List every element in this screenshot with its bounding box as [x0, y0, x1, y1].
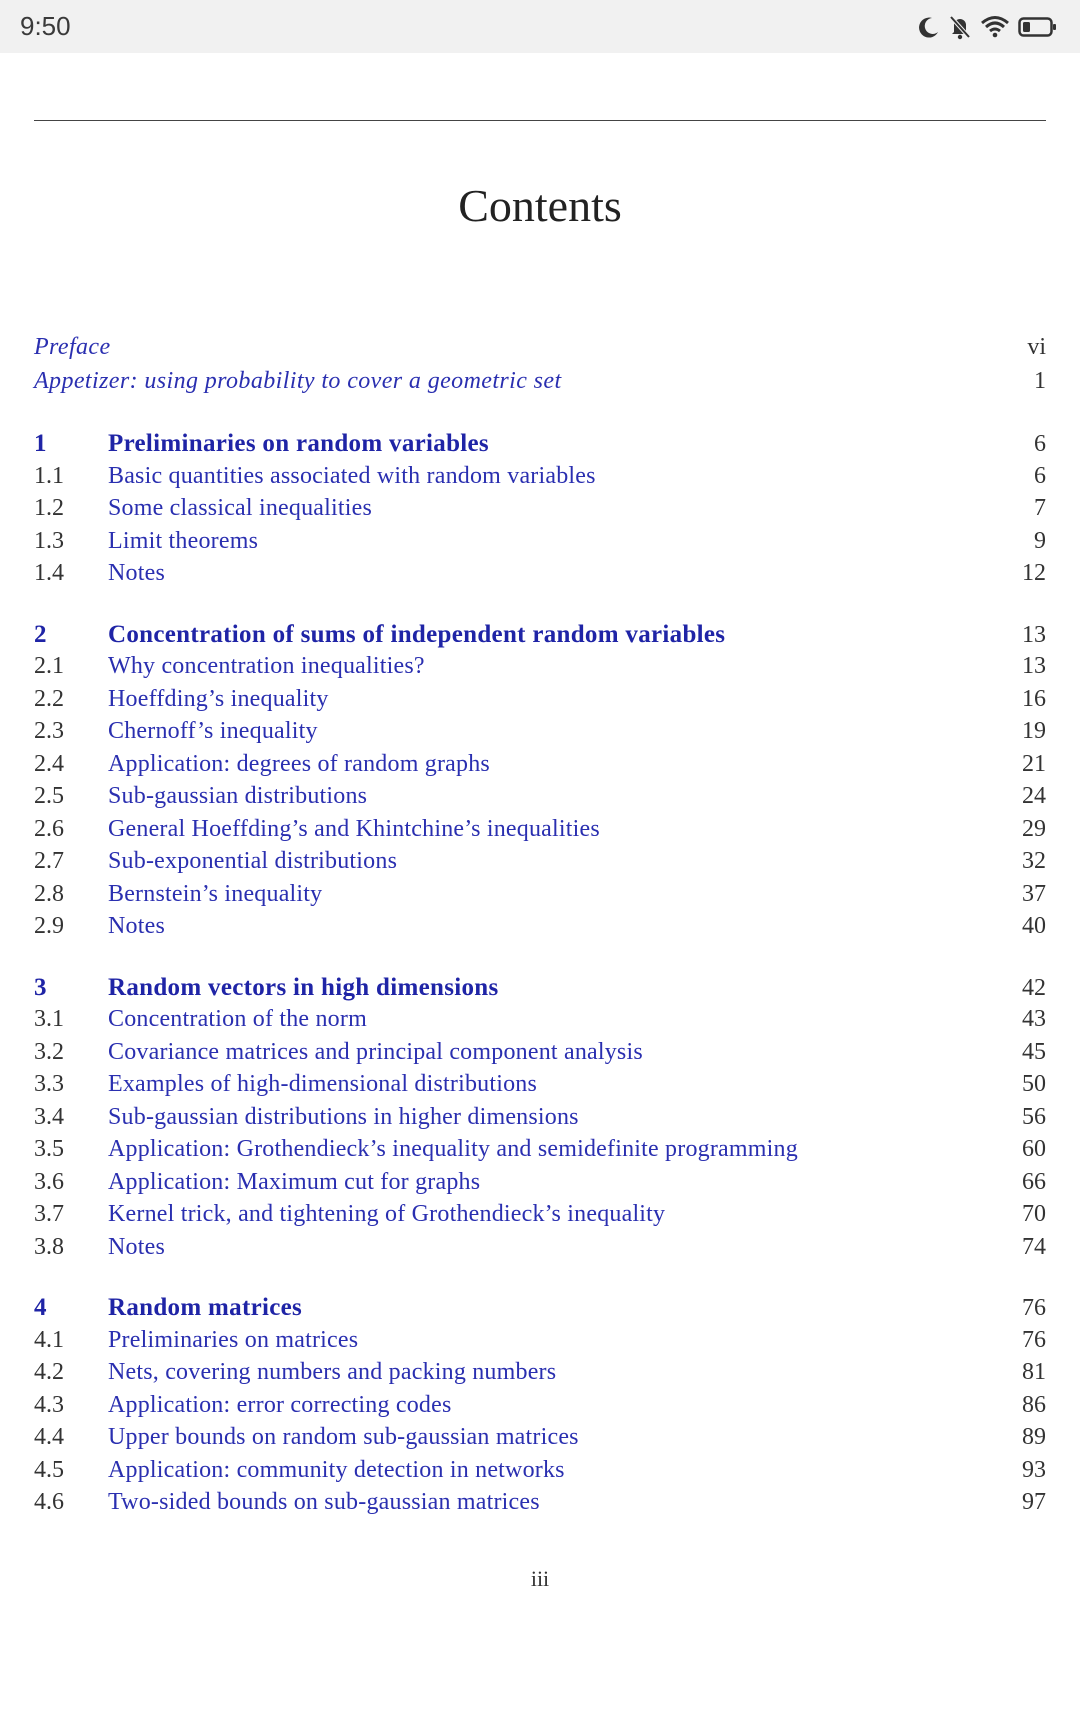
section-title[interactable]: Some classical inequalities — [108, 495, 372, 521]
status-bar — [0, 0, 1080, 53]
section-number: 3.6 — [34, 1168, 64, 1195]
toc-section-row[interactable] — [34, 1489, 1046, 1522]
moon-icon — [918, 15, 940, 39]
front-title[interactable]: Preface — [34, 334, 111, 360]
section-page: 45 — [1022, 1038, 1046, 1065]
toc-section-row[interactable] — [34, 463, 1046, 496]
section-number: 2.2 — [34, 685, 64, 712]
section-title[interactable]: Sub-exponential distributions — [108, 848, 398, 874]
section-title[interactable]: Why concentration inequalities? — [108, 653, 425, 679]
chapter-number: 3 — [34, 973, 47, 1001]
section-page: 16 — [1022, 685, 1046, 712]
front-page: 1 — [1034, 368, 1046, 394]
section-page: 6 — [1034, 462, 1046, 489]
toc-section-row[interactable] — [34, 751, 1046, 784]
chapter-list — [34, 430, 1046, 1522]
section-title[interactable]: Examples of high-dimensional distributions — [108, 1071, 538, 1097]
chapter-block — [34, 1294, 1046, 1522]
toc-section-row[interactable] — [34, 686, 1046, 719]
section-number: 2.6 — [34, 815, 64, 842]
section-title[interactable]: Application: Grothendieck’s inequality and semidefinite programming — [108, 1136, 798, 1162]
section-page: 29 — [1022, 815, 1046, 842]
chapter-title[interactable]: Random matrices — [108, 1294, 303, 1321]
status-time: 9:50 — [20, 11, 71, 41]
section-number: 4.1 — [34, 1326, 64, 1353]
section-title[interactable]: Notes — [108, 560, 165, 586]
section-title[interactable]: Limit theorems — [108, 527, 259, 554]
chapter-block — [34, 430, 1046, 593]
toc-chapter-row[interactable] — [34, 430, 1046, 463]
section-title[interactable]: Application: degrees of random graphs — [108, 750, 490, 777]
toc-section-row[interactable] — [34, 528, 1046, 561]
section-number: 3.4 — [34, 1103, 64, 1130]
toc-section-row[interactable] — [34, 913, 1046, 946]
section-page: 19 — [1022, 718, 1046, 744]
front-title[interactable]: Appetizer: using probability to cover a geometric set — [34, 368, 562, 394]
toc-section-row[interactable] — [34, 1234, 1046, 1267]
section-page: 32 — [1022, 848, 1046, 874]
section-title[interactable]: Concentration of the norm — [108, 1006, 367, 1032]
section-title[interactable]: Sub-gaussian distributions in higher dimensions — [108, 1103, 579, 1130]
section-page: 93 — [1022, 1456, 1046, 1483]
chapter-title[interactable]: Preliminaries on random variables — [108, 430, 489, 457]
section-title[interactable]: Hoeffding’s inequality — [108, 685, 329, 712]
section-number: 3.8 — [34, 1233, 64, 1260]
section-number: 3.7 — [34, 1201, 64, 1227]
toc-chapter-row[interactable] — [34, 1294, 1046, 1327]
section-page: 86 — [1022, 1391, 1046, 1418]
toc-section-row[interactable] — [34, 1071, 1046, 1104]
section-number: 2.7 — [34, 848, 64, 874]
section-title[interactable]: Nets, covering numbers and packing numbers — [108, 1359, 557, 1385]
section-title[interactable]: Application: community detection in networks — [108, 1456, 565, 1483]
section-page: 66 — [1022, 1168, 1046, 1195]
toc-section-row[interactable] — [34, 1359, 1046, 1392]
front-page: vi — [1027, 334, 1046, 360]
section-number: 2.3 — [34, 718, 64, 744]
page-title: Contents — [458, 179, 622, 231]
bell-off-icon — [948, 14, 972, 40]
section-page: 24 — [1022, 783, 1046, 809]
section-title[interactable]: Upper bounds on random sub-gaussian matrices — [108, 1424, 579, 1450]
section-title[interactable]: Kernel trick, and tightening of Grothendieck’s inequality — [108, 1201, 666, 1227]
section-number: 4.5 — [34, 1456, 64, 1483]
section-title[interactable]: Notes — [108, 913, 165, 939]
toc-section-row[interactable] — [34, 560, 1046, 593]
section-number: 1.3 — [34, 527, 64, 554]
toc-section-row[interactable] — [34, 495, 1046, 528]
section-number: 2.5 — [34, 783, 64, 809]
toc-front-appetizer[interactable] — [34, 368, 1046, 402]
chapter-number: 4 — [34, 1294, 47, 1321]
toc-section-row[interactable] — [34, 783, 1046, 816]
status-icons — [918, 12, 1058, 42]
section-page: 37 — [1022, 880, 1046, 907]
section-title[interactable]: Two-sided bounds on sub-gaussian matrices — [108, 1489, 540, 1515]
section-number: 4.6 — [34, 1489, 64, 1515]
section-title[interactable]: Notes — [108, 1233, 165, 1260]
toc-chapter-row[interactable] — [34, 621, 1046, 654]
wifi-icon — [980, 15, 1010, 39]
section-number: 4.2 — [34, 1359, 64, 1385]
chapter-page: 76 — [1022, 1295, 1046, 1321]
section-title[interactable]: Application: Maximum cut for graphs — [108, 1168, 481, 1195]
section-page: 60 — [1022, 1136, 1046, 1162]
section-number: 1.2 — [34, 495, 64, 521]
section-page: 12 — [1022, 560, 1046, 586]
toc-section-row[interactable] — [34, 1136, 1046, 1169]
section-number: 4.3 — [34, 1391, 64, 1418]
toc-section-row[interactable] — [34, 1457, 1046, 1490]
chapter-page: 6 — [1034, 431, 1046, 457]
section-page: 21 — [1022, 750, 1046, 777]
section-page: 70 — [1022, 1201, 1046, 1227]
toc-section-row[interactable] — [34, 1201, 1046, 1234]
chapter-block — [34, 974, 1046, 1267]
section-number: 1.4 — [34, 560, 64, 586]
header-rule — [34, 120, 1046, 121]
battery-icon — [1018, 15, 1058, 39]
section-number: 3.2 — [34, 1038, 64, 1065]
section-page: 97 — [1022, 1489, 1046, 1515]
toc-section-row[interactable] — [34, 1104, 1046, 1137]
section-page: 43 — [1022, 1006, 1046, 1032]
chapter-page: 42 — [1022, 974, 1046, 1001]
toc-section-row[interactable] — [34, 718, 1046, 751]
section-title[interactable]: Bernstein’s inequality — [108, 880, 323, 907]
section-number: 3.1 — [34, 1006, 64, 1032]
section-title[interactable]: Sub-gaussian distributions — [108, 783, 368, 809]
section-number: 2.1 — [34, 653, 64, 679]
section-page: 56 — [1022, 1103, 1046, 1130]
toc-section-row[interactable] — [34, 1392, 1046, 1425]
section-title[interactable]: Chernoff’s inequality — [108, 718, 318, 744]
chapter-title[interactable]: Random vectors in high dimensions — [108, 973, 499, 1001]
section-page: 13 — [1022, 653, 1046, 679]
toc-section-row[interactable] — [34, 816, 1046, 849]
toc-section-row[interactable] — [34, 1039, 1046, 1072]
section-page: 76 — [1022, 1326, 1046, 1353]
toc-section-row[interactable] — [34, 1327, 1046, 1360]
section-page: 74 — [1022, 1233, 1046, 1260]
section-page: 7 — [1034, 495, 1046, 521]
toc-section-row[interactable] — [34, 1006, 1046, 1039]
section-number: 2.9 — [34, 913, 64, 939]
chapter-title[interactable]: Concentration of sums of independent random variables — [108, 620, 726, 648]
section-title[interactable]: Covariance matrices and principal component analysis — [108, 1038, 643, 1065]
toc-chapter-row[interactable] — [34, 974, 1046, 1007]
chapter-block — [34, 621, 1046, 946]
toc-section-row[interactable] — [34, 1169, 1046, 1202]
section-title[interactable]: Application: error correcting codes — [108, 1391, 452, 1418]
section-title[interactable]: General Hoeffding’s and Khintchine’s inequalities — [108, 815, 600, 842]
section-page: 50 — [1022, 1071, 1046, 1097]
toc-section-row[interactable] — [34, 1424, 1046, 1457]
section-title[interactable]: Basic quantities associated with random variables — [108, 462, 596, 489]
chapter-page: 13 — [1022, 621, 1046, 648]
chapter-number: 2 — [34, 620, 47, 648]
section-page: 40 — [1022, 913, 1046, 939]
section-number: 3.5 — [34, 1136, 64, 1162]
section-title[interactable]: Preliminaries on matrices — [108, 1326, 359, 1353]
toc-section-row[interactable] — [34, 848, 1046, 881]
toc-front-preface[interactable] — [34, 334, 1046, 368]
table-of-contents — [34, 334, 1046, 1522]
section-number: 2.4 — [34, 750, 64, 777]
footer-page-number: iii — [530, 1566, 550, 1591]
section-number: 2.8 — [34, 880, 64, 907]
section-number: 1.1 — [34, 462, 64, 489]
chapter-number: 1 — [34, 430, 47, 457]
section-page: 89 — [1022, 1424, 1046, 1450]
toc-section-row[interactable] — [34, 653, 1046, 686]
toc-section-row[interactable] — [34, 881, 1046, 914]
section-page: 81 — [1022, 1359, 1046, 1385]
section-page: 9 — [1034, 527, 1046, 554]
section-number: 3.3 — [34, 1071, 64, 1097]
section-number: 4.4 — [34, 1424, 64, 1450]
